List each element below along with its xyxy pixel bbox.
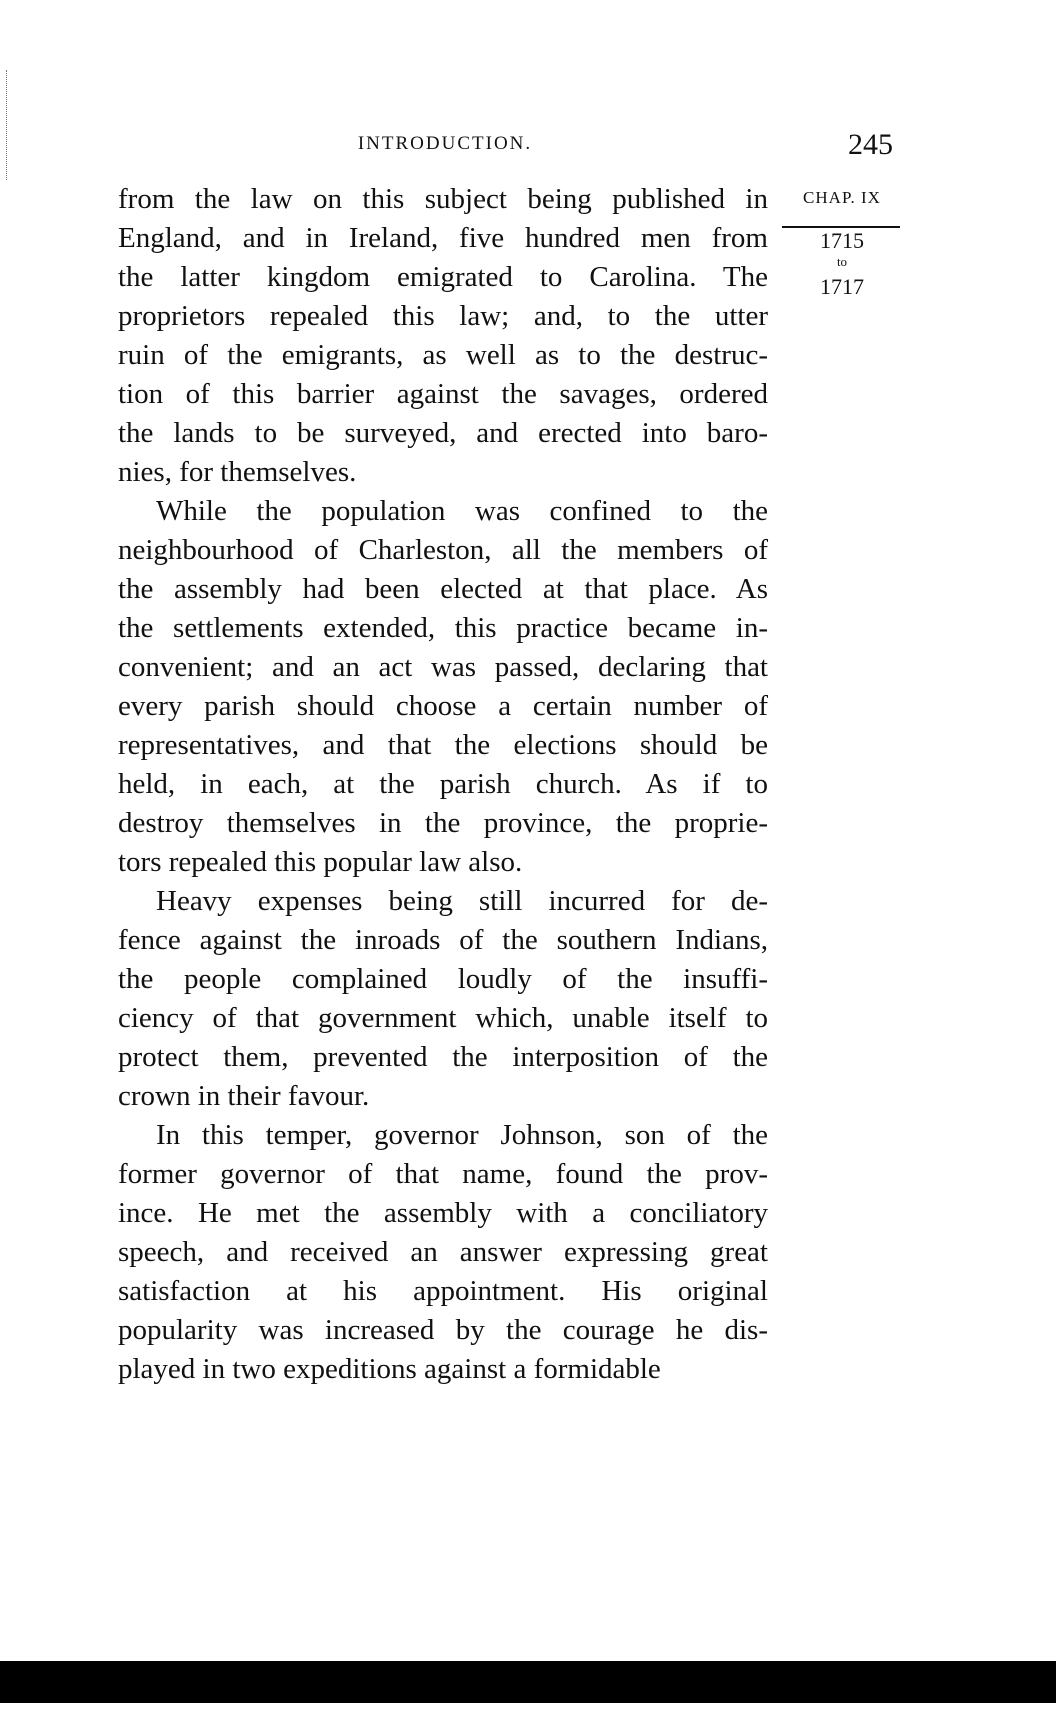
text-line: tion of this barrier against the savages, ordered <box>118 378 768 410</box>
text-line: destroy themselves in the province, the proprie- <box>118 807 768 839</box>
chapter-label: CHAP. IX <box>803 188 881 207</box>
paragraph <box>118 492 768 882</box>
text-line: In this temper, governor Johnson, son of the <box>156 1119 768 1151</box>
text-line: the latter kingdom emigrated to Carolina. The <box>118 261 768 293</box>
text-line: tors repealed this popular law also. <box>118 846 523 878</box>
text-line: played in two expeditions against a formidable <box>118 1353 661 1385</box>
text-line: held, in each, at the parish church. As if to <box>118 768 768 800</box>
text-line: satisfaction at his appointment. His original <box>118 1275 768 1307</box>
year-range-to: to <box>836 254 848 269</box>
text-line: fence against the inroads of the southern Indians, <box>118 924 768 956</box>
text-line: from the law on this subject being published in <box>118 183 768 215</box>
text-line: crown in their favour. <box>118 1080 370 1112</box>
year-end: 1717 <box>820 274 864 299</box>
text-line: convenient; and an act was passed, declaring that <box>118 651 768 683</box>
text-line: former governor of that name, found the prov- <box>118 1158 768 1190</box>
body-text <box>118 180 768 1389</box>
text-line: every parish should choose a certain number of <box>118 690 768 722</box>
text-line: While the population was confined to the <box>156 495 768 527</box>
text-line: ciency of that government which, unable itself to <box>118 1002 768 1034</box>
text-line: nies, for themselves. <box>118 456 357 488</box>
text-line: ruin of the emigrants, as well as to the destruc- <box>118 339 768 371</box>
text-line: the assembly had been elected at that place. As <box>118 573 768 605</box>
text-line: speech, and received an answer expressing great <box>118 1236 768 1268</box>
text-line: representatives, and that the elections should be <box>118 729 768 761</box>
paragraph <box>118 1116 768 1389</box>
paragraph <box>118 180 768 492</box>
text-line: proprietors repealed this law; and, to the utter <box>118 300 768 332</box>
text-line: neighbourhood of Charleston, all the members of <box>118 534 768 566</box>
text-line: Heavy expenses being still incurred for de- <box>156 885 768 917</box>
text-line: protect them, prevented the interposition of the <box>118 1041 768 1073</box>
page-number: 245 <box>848 128 893 161</box>
scan-bottom-border <box>0 1661 1056 1703</box>
running-head: INTRODUCTION. <box>357 133 533 154</box>
text-line: the lands to be surveyed, and erected into baro- <box>118 417 768 449</box>
text-line: the settlements extended, this practice became in- <box>118 612 768 644</box>
year-start: 1715 <box>820 228 864 253</box>
scan-edge-marks <box>6 70 9 180</box>
text-line: the people complained loudly of the insuffi- <box>118 963 768 995</box>
text-line: popularity was increased by the courage he dis- <box>118 1314 768 1346</box>
text-line: ince. He met the assembly with a conciliatory <box>118 1197 768 1229</box>
text-line: England, and in Ireland, five hundred men from <box>118 222 768 254</box>
paragraph <box>118 882 768 1116</box>
